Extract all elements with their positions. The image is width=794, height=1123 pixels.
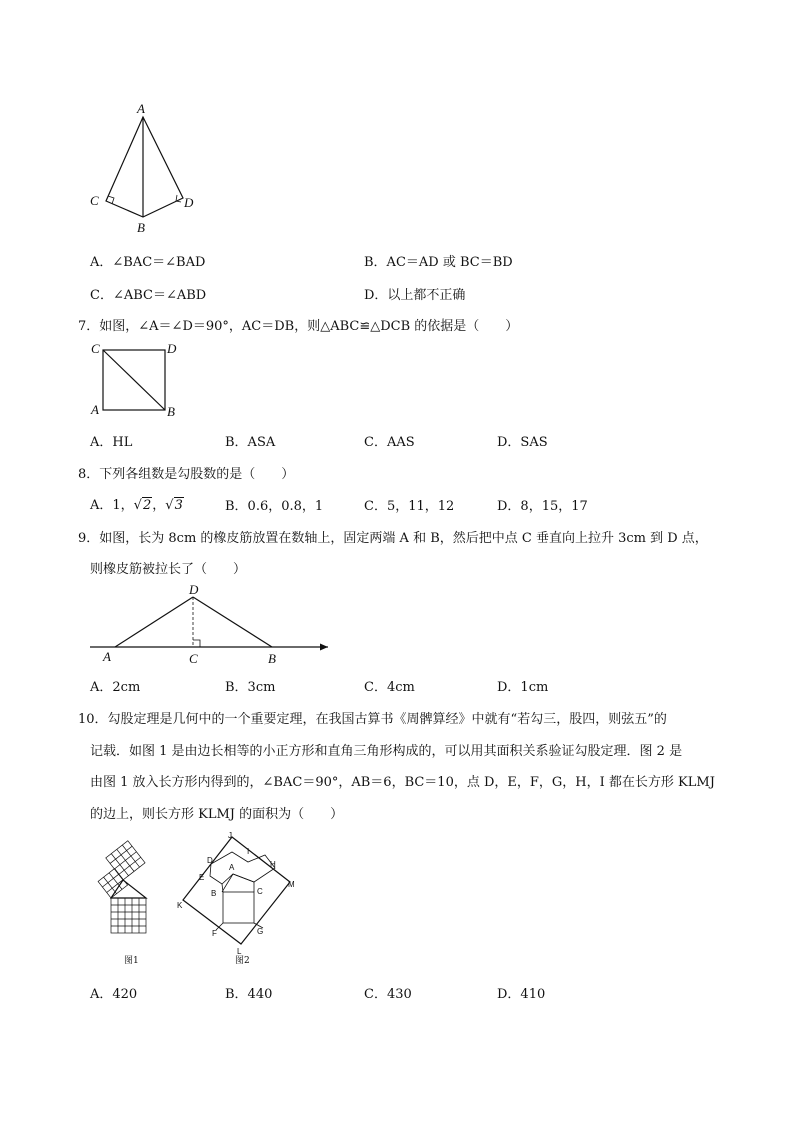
q10-figure-2 bbox=[175, 830, 305, 970]
q10-option-a[interactable]: A．420 bbox=[90, 987, 138, 1002]
q9-stem-line2: 则橡皮筋被拉长了（ ） bbox=[90, 562, 247, 577]
q7-label-a: A bbox=[91, 402, 99, 417]
q10-fig2-label-m: M bbox=[288, 880, 295, 889]
q10-fig2-label-l: L bbox=[237, 947, 242, 956]
q10-stem-line3: 由图 1 放入长方形内得到的，∠BAC＝90°，AB＝6，BC＝10，点 D，E，F，G，H，I 都在长方形 KLMJ bbox=[90, 775, 715, 790]
q9-option-d[interactable]: D．1cm bbox=[497, 680, 549, 695]
q7-option-a[interactable]: A．HL bbox=[90, 435, 133, 450]
q10-fig2-label-h: H bbox=[270, 860, 276, 869]
q10-fig2-label-b: B bbox=[211, 889, 217, 898]
q10-fig2-label-i: I bbox=[247, 847, 250, 856]
q7-option-d[interactable]: D．SAS bbox=[497, 435, 548, 450]
q8-stem: 8．下列各组数是勾股数的是（ ） bbox=[78, 467, 295, 482]
q10-fig2-label-g: G bbox=[257, 927, 264, 936]
q6-option-b[interactable]: B．AC＝AD 或 BC＝BD bbox=[364, 255, 513, 270]
q10-stem-line4: 的边上，则长方形 KLMJ 的面积为（ ） bbox=[90, 807, 344, 822]
q9-label-a: A bbox=[103, 649, 111, 664]
q6-figure bbox=[80, 95, 210, 240]
q10-fig1-caption: 图1 bbox=[124, 956, 139, 966]
q6-label-d: D bbox=[184, 195, 194, 210]
q10-figure-1 bbox=[85, 850, 175, 970]
q7-label-d: D bbox=[167, 341, 177, 356]
q8-option-d[interactable]: D．8，15，17 bbox=[497, 499, 588, 514]
q10-option-d[interactable]: D．410 bbox=[497, 987, 546, 1002]
sqrt-3: √3 bbox=[165, 498, 183, 513]
q10-fig2-label-a: A bbox=[229, 863, 235, 872]
q9-figure bbox=[88, 580, 338, 670]
q10-fig2-label-d: D bbox=[207, 856, 213, 865]
q8-option-a[interactable] bbox=[90, 494, 184, 513]
q10-fig2-label-c: C bbox=[257, 887, 263, 896]
q7-stem: 7．如图，∠A＝∠D＝90°，AC＝DB，则△ABC≌△DCB 的依据是（ ） bbox=[78, 319, 519, 334]
q9-label-c: C bbox=[189, 651, 198, 666]
q10-stem-line1: 10．勾股定理是几何中的一个重要定理，在我国古算书《周髀算经》中就有“若勾三，股四，则弦五”的 bbox=[78, 712, 667, 727]
q9-option-a[interactable]: A．2cm bbox=[90, 680, 141, 695]
q9-label-d: D bbox=[189, 582, 199, 597]
q10-fig2-label-f: F bbox=[212, 929, 217, 938]
q6-option-d[interactable]: D．以上都不正确 bbox=[364, 288, 466, 303]
q9-label-b: B bbox=[268, 651, 276, 666]
q6-option-a[interactable]: A．∠BAC＝∠BAD bbox=[90, 255, 206, 270]
q7-label-b: B bbox=[167, 404, 175, 419]
q10-fig2-label-k: K bbox=[177, 901, 183, 910]
q6-label-b: B bbox=[137, 220, 145, 235]
q9-option-b[interactable]: B．3cm bbox=[225, 680, 276, 695]
q10-stem-line2: 记载．如图 1 是由边长相等的小正方形和直角三角形构成的，可以用其面积关系验证勾股定理．图 2 是 bbox=[90, 744, 683, 759]
q9-stem-line1: 9．如图，长为 8cm 的橡皮筋放置在数轴上，固定两端 A 和 B，然后把中点 C 垂直向上拉升 3cm 到 D 点， bbox=[78, 531, 708, 546]
q10-fig2-caption: 图2 bbox=[235, 956, 250, 966]
q10-option-b[interactable]: B．440 bbox=[225, 987, 273, 1002]
q7-option-c[interactable]: C．AAS bbox=[364, 435, 415, 450]
q6-option-c[interactable]: C．∠ABC＝∠ABD bbox=[90, 288, 207, 303]
q6-label-c: C bbox=[90, 193, 99, 208]
q8-option-c[interactable]: C．5，11，12 bbox=[364, 499, 455, 514]
q8-option-a-sep: ， bbox=[152, 498, 166, 513]
q7-option-b[interactable]: B．ASA bbox=[225, 435, 276, 450]
q9-option-c[interactable]: C．4cm bbox=[364, 680, 415, 695]
q10-fig2-label-j: J bbox=[228, 831, 232, 840]
q7-label-c: C bbox=[91, 341, 100, 356]
q8-option-b[interactable]: B．0.6，0.8，1 bbox=[225, 499, 324, 514]
q10-option-c[interactable]: C．430 bbox=[364, 987, 412, 1002]
q7-figure bbox=[85, 338, 195, 423]
q10-fig2-label-e: E bbox=[199, 873, 205, 882]
q8-option-a-prefix: A．1， bbox=[90, 498, 134, 513]
sqrt-2: √2 bbox=[133, 498, 152, 513]
q6-label-a: A bbox=[137, 101, 145, 116]
